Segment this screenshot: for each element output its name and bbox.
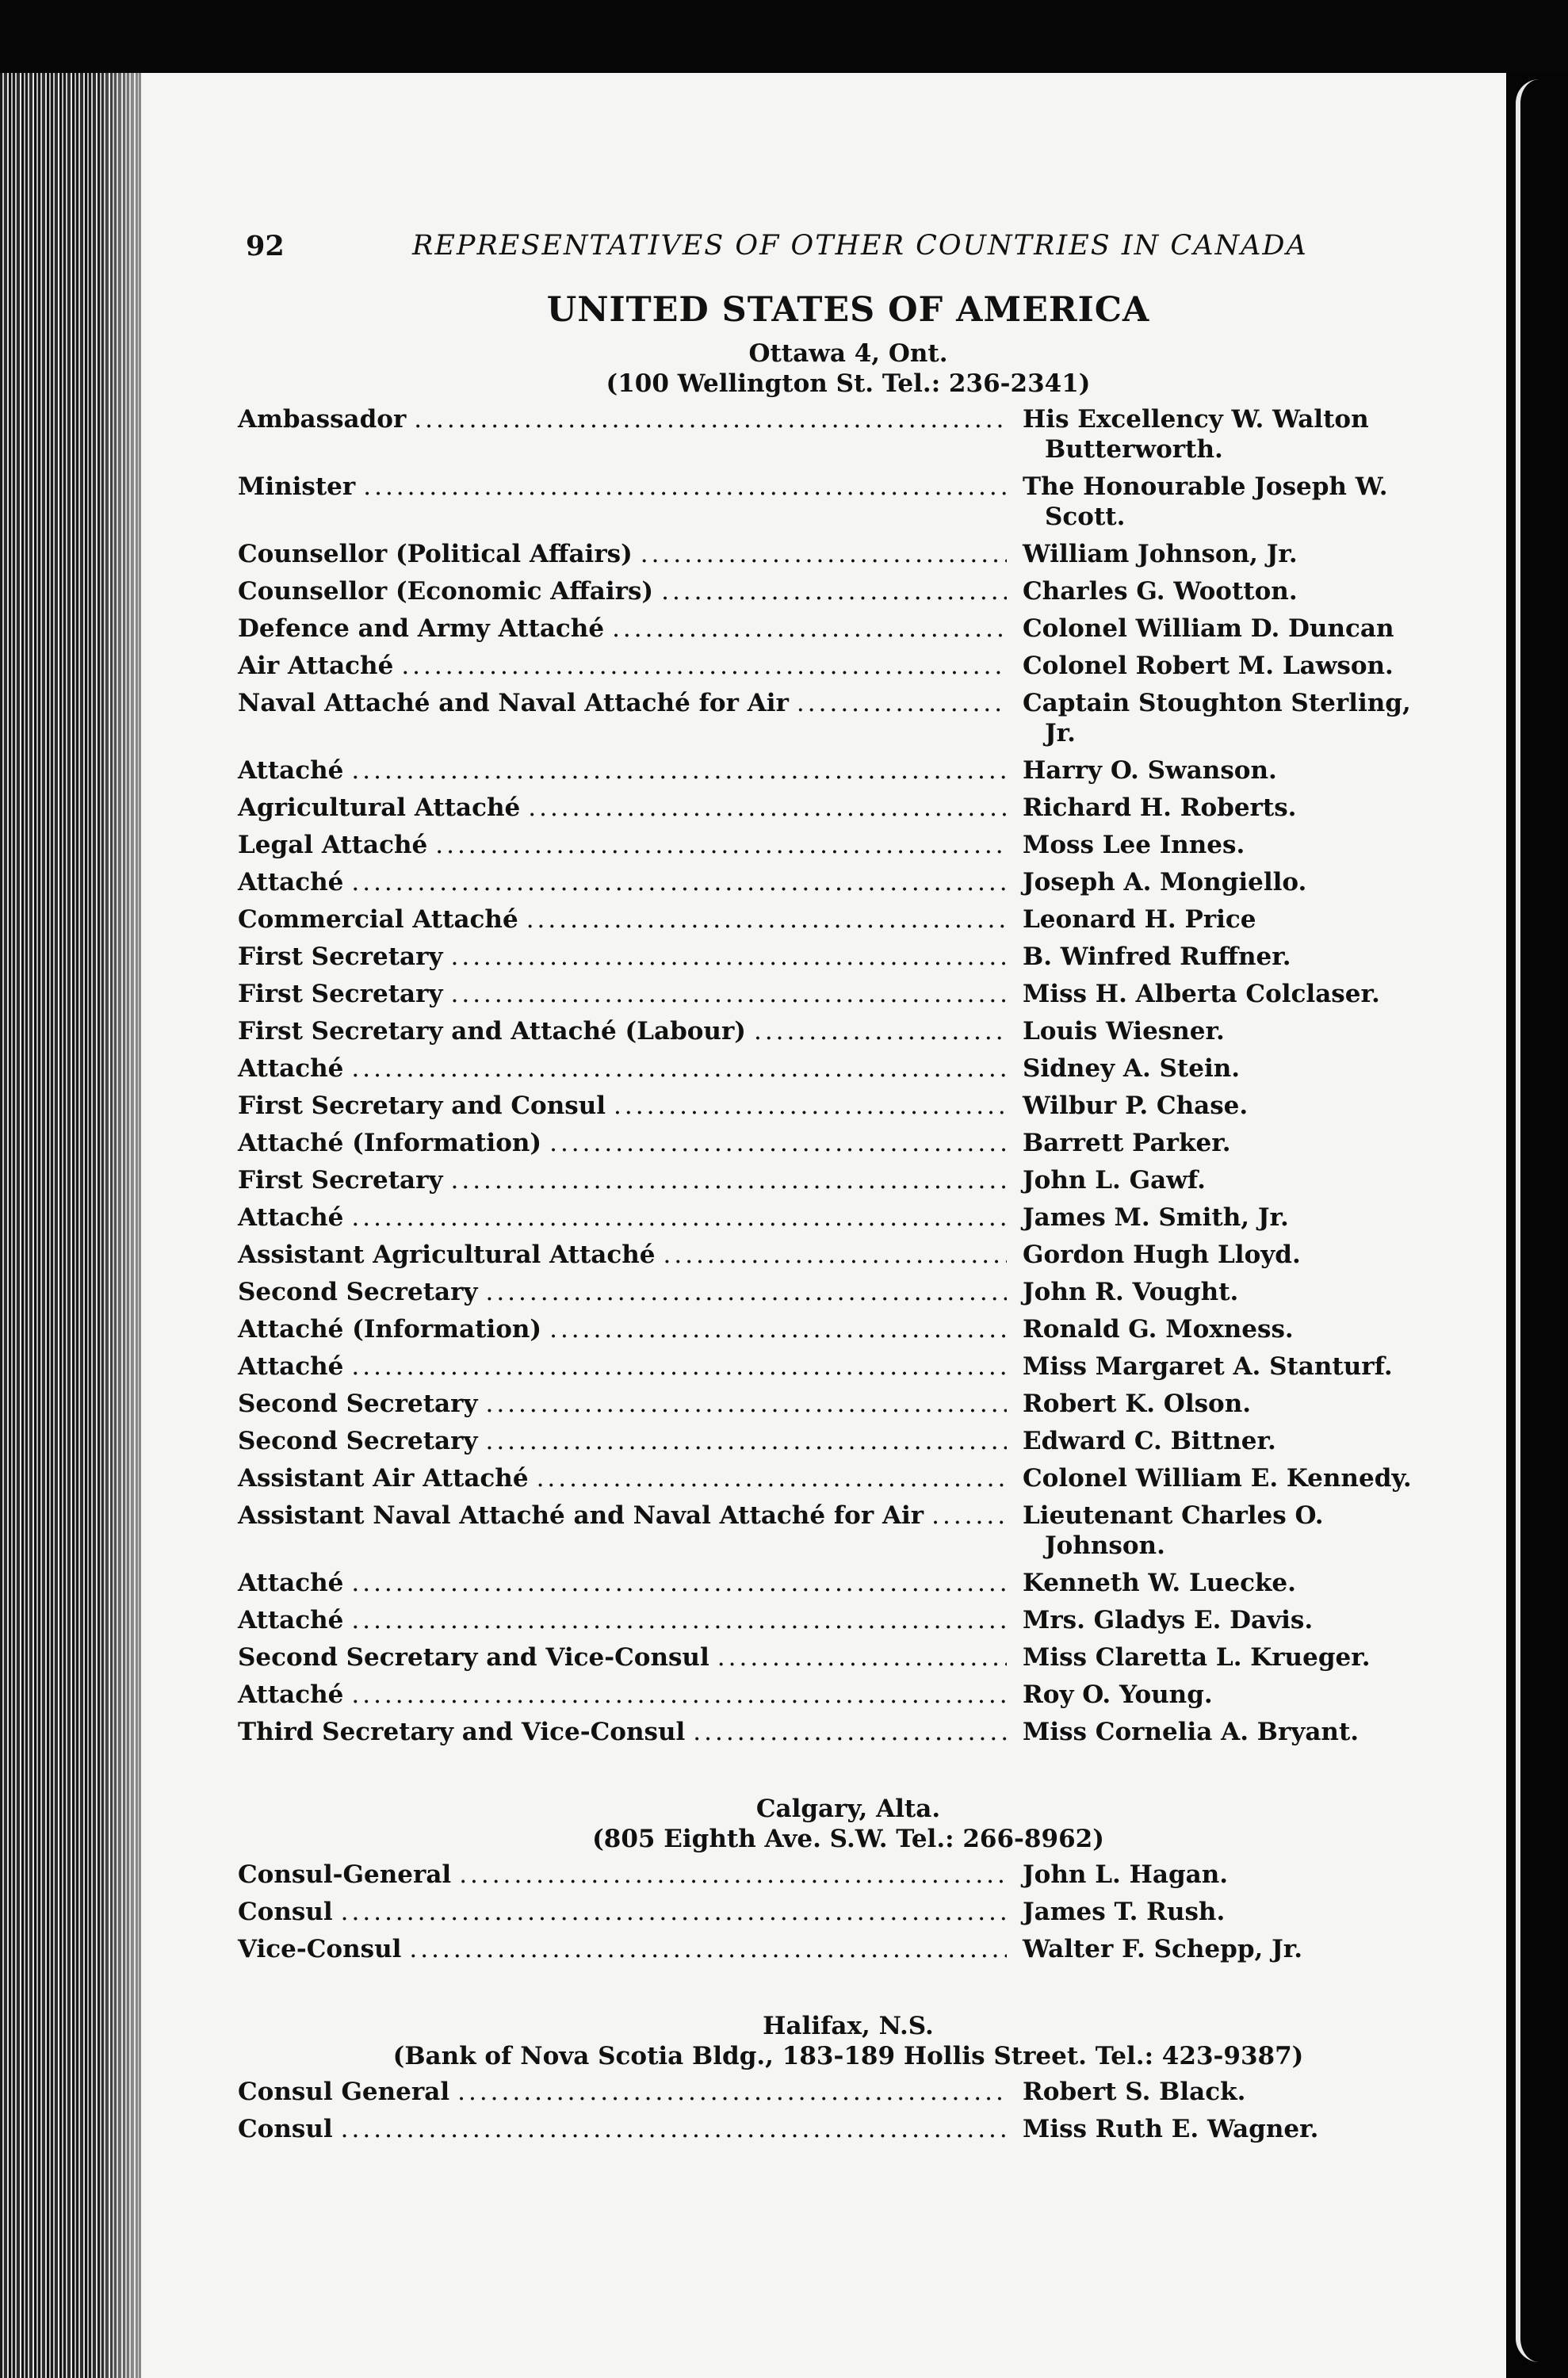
- dot-leader: [351, 1351, 1007, 1382]
- dot-leader: [450, 979, 1007, 1009]
- position-title: First Secretary: [238, 1166, 443, 1195]
- entry-title-cell: [238, 1202, 1023, 1233]
- person-name: Mrs. Gladys E. Davis.: [1023, 1606, 1314, 1634]
- entry-title-cell: [238, 1934, 1023, 1964]
- person-name: Miss Margaret A. Stanturf.: [1023, 1352, 1393, 1381]
- dot-leader: [549, 1314, 1007, 1344]
- entry-title-cell: [238, 1426, 1023, 1456]
- dot-leader: [409, 1934, 1007, 1964]
- entry-title-cell: [238, 2077, 1023, 2107]
- staff-entry: [238, 1934, 1474, 1964]
- entry-title-cell: [238, 472, 1023, 502]
- dot-leader: [401, 651, 1007, 681]
- entry-title-cell: [238, 1128, 1023, 1158]
- position-title: Attaché: [238, 1606, 344, 1634]
- position-title: Agricultural Attaché: [238, 793, 521, 822]
- person-name: Joseph A. Mongiello.: [1023, 868, 1307, 897]
- dot-leader: [457, 2077, 1007, 2107]
- dot-leader: [485, 1389, 1007, 1419]
- entry-title-cell: [238, 904, 1023, 935]
- entry-title-cell: [238, 1463, 1023, 1493]
- dot-leader: [414, 404, 1007, 434]
- person-name: Miss Cornelia A. Bryant.: [1023, 1718, 1360, 1746]
- staff-entry: [238, 1128, 1474, 1158]
- dot-leader: [351, 755, 1007, 786]
- person-name: Robert S. Black.: [1023, 2078, 1246, 2106]
- staff-entry: [238, 614, 1474, 644]
- staff-entry: [238, 1426, 1474, 1456]
- person-name: Sidney A. Stein.: [1023, 1054, 1241, 1083]
- position-title: Commercial Attaché: [238, 905, 518, 934]
- entry-title-cell: [238, 1860, 1023, 1890]
- dot-leader: [341, 2114, 1007, 2144]
- person-name: James T. Rush.: [1023, 1898, 1226, 1926]
- position-title: Assistant Agricultural Attaché: [238, 1241, 656, 1269]
- staff-entry: [238, 1277, 1474, 1307]
- consulate-section: [238, 339, 1474, 1747]
- staff-entry: [238, 404, 1474, 465]
- entry-title-cell: [238, 1568, 1023, 1598]
- entry-title-cell: [238, 1389, 1023, 1419]
- position-title: Consul: [238, 1898, 333, 1926]
- person-name: Roy O. Young.: [1023, 1680, 1213, 1709]
- person-name: Moss Lee Innes.: [1023, 831, 1245, 859]
- staff-entry: [238, 1240, 1474, 1270]
- entry-title-cell: [238, 2114, 1023, 2144]
- position-title: Second Secretary: [238, 1427, 478, 1455]
- page-number: 92: [246, 230, 285, 262]
- position-title: Counsellor (Political Affairs): [238, 540, 633, 568]
- person-name: Louis Wiesner.: [1023, 1017, 1225, 1046]
- person-name: Harry O. Swanson.: [1023, 756, 1277, 785]
- dot-leader: [485, 1277, 1007, 1307]
- staff-entry: [238, 979, 1474, 1009]
- consulate-section: [238, 1795, 1474, 1964]
- staff-entry: [238, 2077, 1474, 2107]
- entry-title-cell: [238, 755, 1023, 786]
- position-title: Counsellor (Economic Affairs): [238, 577, 654, 606]
- entry-title-cell: [238, 1240, 1023, 1270]
- staff-entry: [238, 539, 1474, 569]
- entry-title-cell: [238, 1605, 1023, 1635]
- entry-title-cell: [238, 1717, 1023, 1747]
- entry-title-cell: [238, 830, 1023, 860]
- city-heading: Ottawa 4, Ont.: [748, 339, 948, 368]
- dot-leader: [363, 472, 1007, 502]
- staff-entry: [238, 1016, 1474, 1046]
- position-title: First Secretary and Attaché (Labour): [238, 1017, 746, 1046]
- staff-entry: [238, 472, 1474, 532]
- staff-list: [238, 1860, 1474, 1964]
- entry-title-cell: [238, 539, 1023, 569]
- dot-leader: [341, 1897, 1007, 1927]
- staff-list: [238, 404, 1474, 1747]
- dot-leader: [450, 1165, 1007, 1195]
- staff-entry: [238, 1860, 1474, 1890]
- position-title: Attaché: [238, 1569, 344, 1597]
- entry-title-cell: [238, 576, 1023, 606]
- position-title: Naval Attaché and Naval Attaché for Air: [238, 689, 789, 717]
- running-head: [238, 230, 1474, 277]
- office-address: (100 Wellington St. Tel.: 236-2341): [606, 369, 1091, 398]
- dot-leader: [612, 614, 1007, 644]
- dot-leader: [351, 1053, 1007, 1084]
- position-title: Attaché: [238, 756, 344, 785]
- person-name: Kenneth W. Luecke.: [1023, 1569, 1296, 1597]
- position-title: Vice-Consul: [238, 1935, 402, 1963]
- dot-leader: [931, 1501, 1007, 1531]
- staff-entry: [238, 1501, 1474, 1561]
- spine-shadow: [95, 73, 143, 2378]
- person-name: Miss Ruth E. Wagner.: [1023, 2115, 1319, 2143]
- city-heading: Calgary, Alta.: [755, 1795, 941, 1823]
- staff-entry: [238, 1351, 1474, 1382]
- entry-title-cell: [238, 651, 1023, 681]
- dot-leader: [693, 1717, 1007, 1747]
- position-title: Third Secretary and Vice-Consul: [238, 1718, 686, 1746]
- staff-entry: [238, 576, 1474, 606]
- position-title: Minister: [238, 472, 356, 501]
- entry-title-cell: [238, 1897, 1023, 1927]
- sections-container: [238, 339, 1474, 2144]
- person-name: Barrett Parker.: [1023, 1129, 1231, 1157]
- staff-entry: [238, 867, 1474, 897]
- staff-entry: [238, 1717, 1474, 1747]
- entry-title-cell: [238, 614, 1023, 644]
- person-name: John R. Vought.: [1023, 1278, 1239, 1306]
- person-name: Leonard H. Price: [1023, 905, 1256, 934]
- person-name: Captain Stoughton Sterling, Jr.: [1023, 689, 1411, 747]
- staff-entry: [238, 942, 1474, 972]
- staff-entry: [238, 1165, 1474, 1195]
- country-heading: UNITED STATES OF AMERICA: [546, 290, 1150, 330]
- person-name: Walter F. Schepp, Jr.: [1023, 1935, 1303, 1963]
- office-address: (Bank of Nova Scotia Bldg., 183-189 Hollis Street. Tel.: 423-9387): [392, 2042, 1304, 2070]
- person-name: Miss Claretta L. Krueger.: [1023, 1643, 1371, 1672]
- position-title: Second Secretary: [238, 1278, 478, 1306]
- dot-leader: [450, 942, 1007, 972]
- dot-leader: [351, 867, 1007, 897]
- position-title: First Secretary: [238, 942, 443, 971]
- person-name: John L. Hagan.: [1023, 1860, 1229, 1889]
- staff-entry: [238, 651, 1474, 681]
- person-name: The Honourable Joseph W. Scott.: [1023, 472, 1388, 531]
- entry-title-cell: [238, 1165, 1023, 1195]
- dot-leader: [351, 1568, 1007, 1598]
- person-name: Ronald G. Moxness.: [1023, 1315, 1294, 1344]
- staff-entry: [238, 1389, 1474, 1419]
- person-name: Charles G. Wootton.: [1023, 577, 1298, 606]
- person-name: Lieutenant Charles O. Johnson.: [1023, 1501, 1324, 1560]
- dot-leader: [614, 1091, 1007, 1121]
- staff-entry: [238, 793, 1474, 823]
- dot-leader: [485, 1426, 1007, 1456]
- staff-entry: [238, 830, 1474, 860]
- scan-top-border: [0, 0, 1568, 73]
- staff-entry: [238, 1605, 1474, 1635]
- staff-entry: [238, 688, 1474, 748]
- staff-entry: [238, 2114, 1474, 2144]
- staff-entry: [238, 904, 1474, 935]
- entry-title-cell: [238, 1501, 1023, 1531]
- position-title: Attaché: [238, 1352, 344, 1381]
- entry-title-cell: [238, 1277, 1023, 1307]
- person-name: Gordon Hugh Lloyd.: [1023, 1241, 1301, 1269]
- staff-entry: [238, 1568, 1474, 1598]
- position-title: Consul General: [238, 2078, 450, 2106]
- position-title: Attaché (Information): [238, 1315, 542, 1344]
- position-title: Assistant Air Attaché: [238, 1464, 529, 1493]
- staff-entry: [238, 1314, 1474, 1344]
- person-name: Richard H. Roberts.: [1023, 793, 1297, 822]
- person-name: Robert K. Olson.: [1023, 1390, 1252, 1418]
- city-heading: Halifax, N.S.: [763, 2012, 934, 2040]
- person-name: Edward C. Bittner.: [1023, 1427, 1276, 1455]
- position-title: Air Attaché: [238, 652, 394, 680]
- dot-leader: [664, 1240, 1008, 1270]
- dot-leader: [754, 1016, 1007, 1046]
- person-name: Colonel Robert M. Lawson.: [1023, 652, 1394, 680]
- staff-entry: [238, 1680, 1474, 1710]
- dot-leader: [351, 1202, 1007, 1233]
- position-title: Consul-General: [238, 1860, 452, 1889]
- dot-leader: [435, 830, 1007, 860]
- office-address: (805 Eighth Ave. S.W. Tel.: 266-8962): [592, 1825, 1104, 1853]
- entry-title-cell: [238, 867, 1023, 897]
- position-title: Attaché (Information): [238, 1129, 542, 1157]
- position-title: Consul: [238, 2115, 333, 2143]
- staff-entry: [238, 1091, 1474, 1121]
- staff-entry: [238, 1053, 1474, 1084]
- staff-list: [238, 2077, 1474, 2144]
- page-edge-curl: [1516, 79, 1547, 2362]
- entry-title-cell: [238, 1016, 1023, 1046]
- position-title: Ambassador: [238, 405, 407, 434]
- position-title: First Secretary: [238, 980, 443, 1008]
- dot-leader: [351, 1605, 1007, 1635]
- person-name: James M. Smith, Jr.: [1023, 1203, 1289, 1232]
- person-name: His Excellency W. Walton Butterworth.: [1023, 405, 1369, 464]
- dot-leader: [526, 904, 1007, 935]
- dot-leader: [661, 576, 1007, 606]
- position-title: Attaché: [238, 1680, 344, 1709]
- person-name: Colonel William D. Duncan: [1023, 614, 1394, 643]
- person-name: Colonel William E. Kennedy.: [1023, 1464, 1412, 1493]
- staff-entry: [238, 1463, 1474, 1493]
- position-title: Attaché: [238, 1203, 344, 1232]
- position-title: Attaché: [238, 868, 344, 897]
- dot-leader: [459, 1860, 1007, 1890]
- person-name: William Johnson, Jr.: [1023, 540, 1298, 568]
- position-title: Defence and Army Attaché: [238, 614, 605, 643]
- position-title: Legal Attaché: [238, 831, 428, 859]
- position-title: Attaché: [238, 1054, 344, 1083]
- entry-title-cell: [238, 1351, 1023, 1382]
- position-title: Second Secretary and Vice-Consul: [238, 1643, 709, 1672]
- staff-entry: [238, 1642, 1474, 1673]
- entry-title-cell: [238, 1053, 1023, 1084]
- staff-entry: [238, 1897, 1474, 1927]
- entry-title-cell: [238, 1642, 1023, 1673]
- dot-leader: [537, 1463, 1007, 1493]
- person-name: Wilbur P. Chase.: [1023, 1092, 1249, 1120]
- consulate-section: [238, 2012, 1474, 2144]
- entry-title-cell: [238, 979, 1023, 1009]
- dot-leader: [549, 1128, 1007, 1158]
- dot-leader: [641, 539, 1007, 569]
- position-title: Assistant Naval Attaché and Naval Attaché for Air: [238, 1501, 924, 1530]
- staff-entry: [238, 755, 1474, 786]
- entry-title-cell: [238, 1091, 1023, 1121]
- position-title: First Secretary and Consul: [238, 1092, 606, 1120]
- entry-title-cell: [238, 793, 1023, 823]
- position-title: Second Secretary: [238, 1390, 478, 1418]
- staff-entry: [238, 1202, 1474, 1233]
- entry-title-cell: [238, 1314, 1023, 1344]
- running-title: REPRESENTATIVES OF OTHER COUNTRIES IN CANADA: [412, 230, 1308, 262]
- dot-leader: [717, 1642, 1007, 1673]
- dot-leader: [351, 1680, 1007, 1710]
- person-name: Miss H. Alberta Colclaser.: [1023, 980, 1380, 1008]
- dot-leader: [797, 688, 1007, 718]
- entry-title-cell: [238, 1680, 1023, 1710]
- page-content: [238, 230, 1474, 2151]
- entry-title-cell: [238, 688, 1023, 718]
- dot-leader: [528, 793, 1007, 823]
- person-name: John L. Gawf.: [1023, 1166, 1206, 1195]
- entry-title-cell: [238, 404, 1023, 434]
- person-name: B. Winfred Ruffner.: [1023, 942, 1291, 971]
- entry-title-cell: [238, 942, 1023, 972]
